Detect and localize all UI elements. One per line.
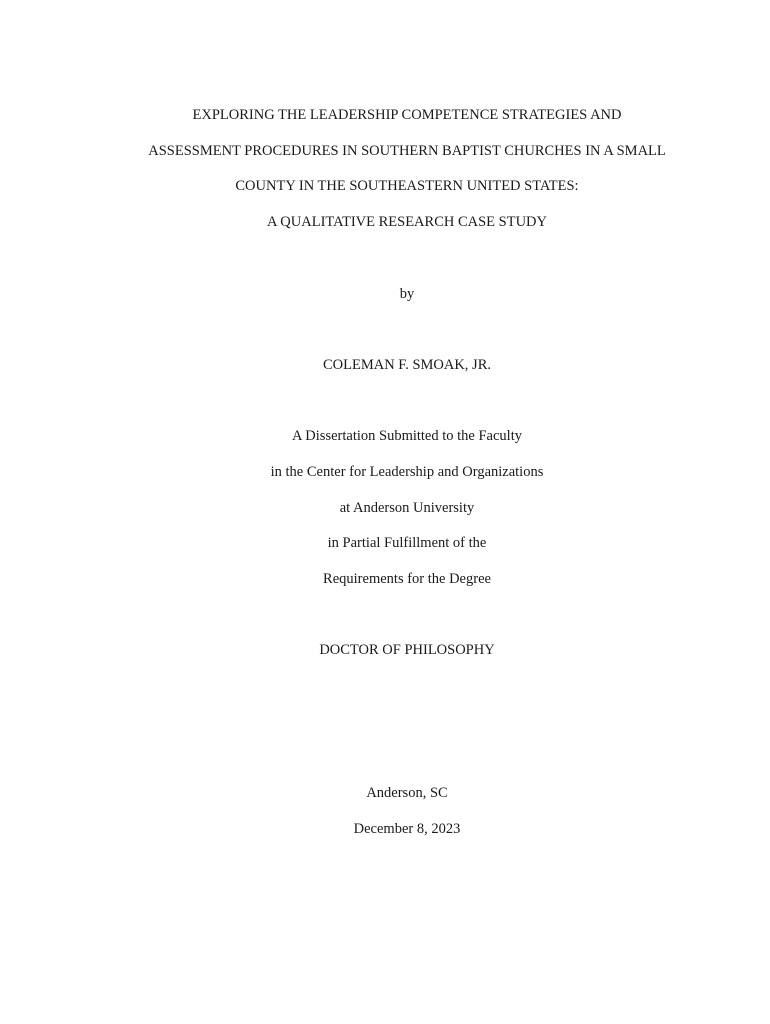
date-line: December 8, 2023 — [353, 821, 461, 837]
author-name: COLEMAN F. SMOAK, JR. — [322, 357, 492, 373]
degree-name: DOCTOR OF PHILOSOPHY — [319, 642, 495, 658]
title-line-1: EXPLORING THE LEADERSHIP COMPETENCE STRATEGIES AND — [192, 107, 622, 123]
by-label: by — [399, 286, 415, 302]
title-line-4: A QUALITATIVE RESEARCH CASE STUDY — [267, 214, 547, 230]
place-line: Anderson, SC — [366, 785, 448, 801]
title-line-3: COUNTY IN THE SOUTHEASTERN UNITED STATES: — [235, 178, 579, 194]
submission-line-3: at Anderson University — [339, 500, 475, 516]
submission-line-5: Requirements for the Degree — [323, 571, 491, 587]
submission-line-2: in the Center for Leadership and Organizations — [270, 464, 544, 480]
title-line-2: ASSESSMENT PROCEDURES IN SOUTHERN BAPTIST CHURCHES IN A SMALL — [148, 143, 666, 159]
submission-line-1: A Dissertation Submitted to the Faculty — [292, 428, 522, 444]
submission-line-4: in Partial Fulfillment of the — [327, 535, 487, 551]
